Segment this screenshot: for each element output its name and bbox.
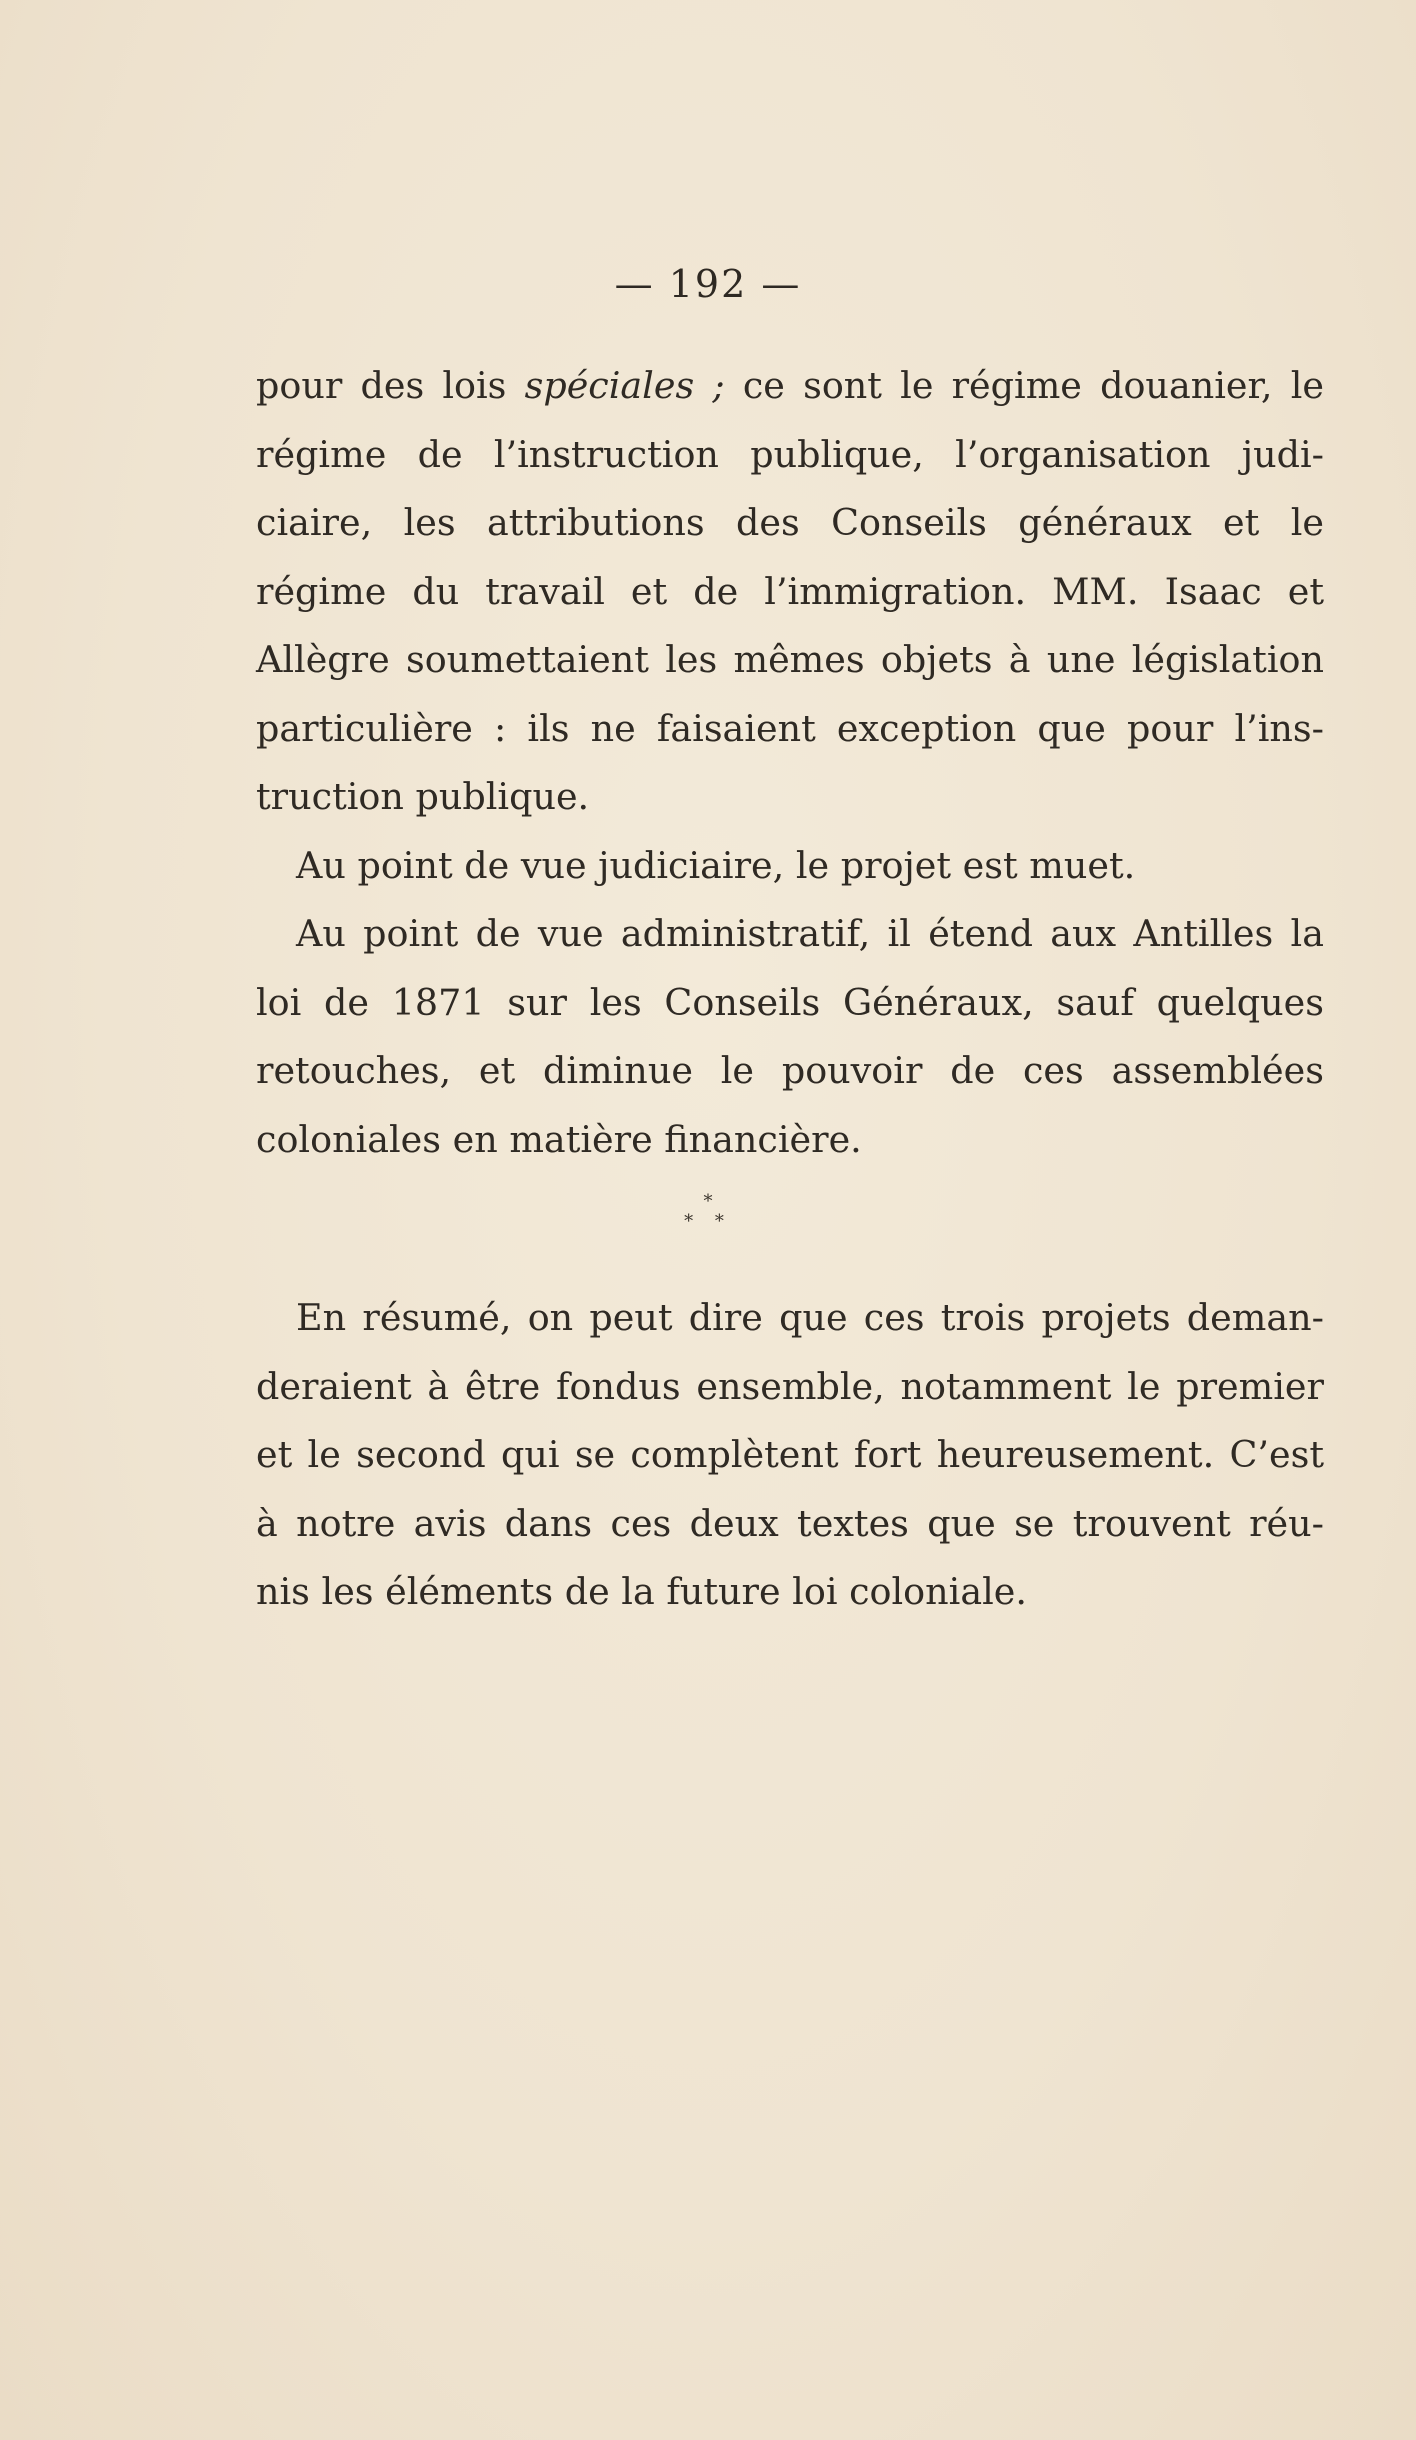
text-line: nis les éléments de la future loi coloniale. [256, 1570, 1027, 1613]
text-segment: ce sont le régime douanier, le [724, 364, 1324, 407]
text-line: Allègre soumettaient les mêmes objets à une législation [256, 638, 1324, 681]
asterism-bottom: * * [684, 1211, 732, 1232]
text-line: à notre avis dans ces deux textes que se trouvent réu- [256, 1501, 1324, 1545]
text-line: Au point de vue judiciaire, le projet est muet. [296, 843, 1136, 887]
paragraph-1 [256, 352, 1324, 832]
text-line: particulière : ils ne faisaient exception que pour l’ins- [256, 706, 1324, 750]
text-block-lower [256, 1284, 1324, 1627]
text-line: ciaire, les attributions des Conseils généraux et le [256, 501, 1324, 544]
text-line: et le second qui se complètent fort heureusement. C’est [256, 1433, 1324, 1476]
text-line: En résumé, on peut dire que ces trois projets deman- [296, 1296, 1324, 1339]
text-line: loi de 1871 sur les Conseils Généraux, sauf quelques [256, 980, 1324, 1024]
text-line: retouches, et diminue le pouvoir de ces assemblées [256, 1049, 1324, 1092]
paragraph-3 [256, 900, 1324, 1174]
text-line: Au point de vue administratif, il étend aux Antilles la [296, 912, 1324, 955]
text-block-upper [256, 352, 1324, 1174]
paragraph-4 [256, 1284, 1324, 1627]
text-line: deraient à être fondus ensemble, notamment le premier [256, 1364, 1324, 1408]
asterism-top: * [703, 1191, 713, 1212]
paragraph-2 [256, 832, 1324, 901]
text-line: truction publique. [256, 775, 590, 818]
text-line: régime de l’instruction publique, l’organisation judi- [256, 432, 1324, 476]
italic-word: spéciales ; [524, 364, 725, 407]
text-line [256, 352, 1324, 421]
text-segment: pour des lois [256, 364, 525, 407]
text-line: régime du travail et de l’immigration. MM. Isaac et [256, 569, 1324, 613]
text-line: coloniales en matière financière. [256, 1117, 862, 1161]
asterism-separator [0, 1192, 1416, 1232]
page-number: — 192 — [614, 262, 802, 306]
